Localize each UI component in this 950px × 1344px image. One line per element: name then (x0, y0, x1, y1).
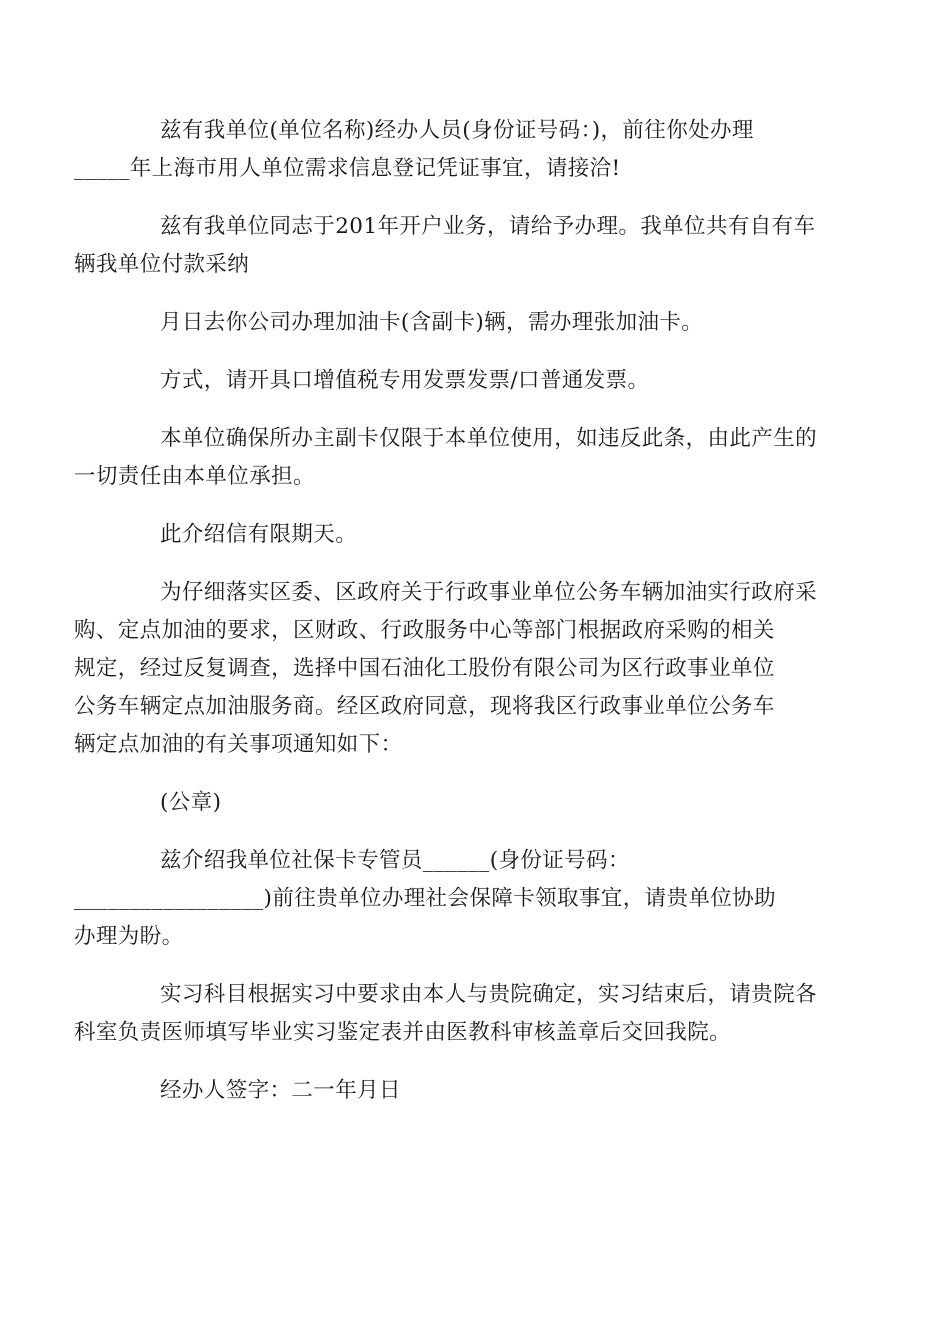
paragraph-line: 科室负责医师填写毕业实习鉴定表并由医教科审核盖章后交回我院。 (74, 1020, 732, 1045)
paragraph-line: 方式，请开具口增值税专用发票发票/口普通发票。 (160, 368, 650, 393)
paragraph-line: 月日去你公司办理加油卡(含副卡)辆，需办理张加油卡。 (160, 310, 704, 335)
paragraph-6 (117, 516, 833, 554)
paragraph-line: (公章) (160, 790, 222, 815)
paragraph-8 (117, 784, 833, 822)
paragraph-11 (117, 1072, 833, 1110)
paragraph-line: 辆定点加油的有关事项通知如下： (74, 732, 403, 757)
paragraph-line: 为仔细落实区委、区政府关于行政事业单位公务车辆加油实行政府采 (160, 580, 818, 605)
document-body (74, 112, 833, 1130)
paragraph-line: 本单位确保所办主副卡仅限于本单位使用，如违反此条，由此产生的 (160, 426, 818, 451)
paragraph-line: 购、定点加油的要求，区财政、行政服务中心等部门根据政府采购的相关 (74, 618, 775, 643)
paragraph-line: 一切责任由本单位承担。 (74, 464, 315, 489)
paragraph-3 (117, 304, 833, 342)
paragraph-line: 辆我单位付款采纳 (74, 252, 250, 277)
paragraph-9 (74, 842, 833, 956)
paragraph-line: 兹有我单位(单位名称)经办人员(身份证号码：)，前往你处办理 (160, 118, 754, 143)
paragraph-line: 兹介绍我单位社保卡专管员______(身份证号码： (160, 848, 630, 873)
paragraph-line: _________________)前往贵单位办理社会保障卡领取事宜，请贵单位协助 (74, 886, 777, 911)
paragraph-2 (74, 208, 833, 284)
paragraph-line: 规定，经过反复调查，选择中国石油化工股份有限公司为区行政事业单位 (74, 656, 775, 681)
paragraph-line: 此介绍信有限期天。 (160, 522, 358, 547)
paragraph-line: 兹有我单位同志于201年开户业务，请给予办理。我单位共有自有车 (160, 214, 816, 239)
paragraph-line: 实习科目根据实习中要求由本人与贵院确定，实习结束后，请贵院各 (160, 982, 818, 1007)
paragraph-line: _____年上海市用人单位需求信息登记凭证事宜，请接洽! (74, 156, 621, 181)
paragraph-5 (74, 420, 833, 496)
paragraph-10 (74, 976, 833, 1052)
paragraph-4 (117, 362, 833, 400)
paragraph-line: 公务车辆定点加油服务商。经区政府同意，现将我区行政事业单位公务车 (74, 694, 775, 719)
paragraph-1 (74, 112, 833, 188)
paragraph-line: 办理为盼。 (74, 924, 184, 949)
paragraph-line: 经办人签字：二一年月日 (160, 1078, 401, 1103)
paragraph-7 (74, 574, 833, 764)
